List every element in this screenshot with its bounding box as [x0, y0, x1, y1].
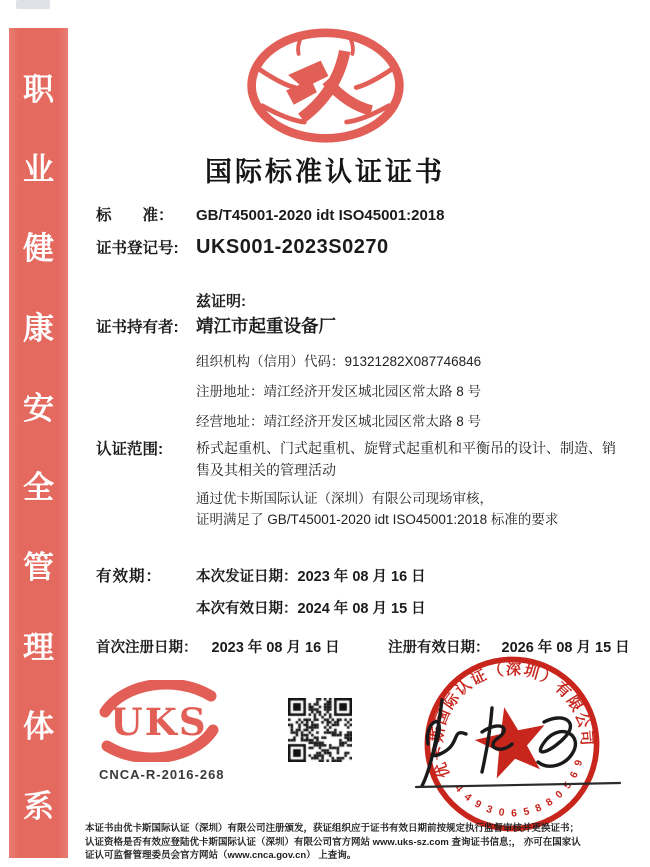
banner-char: 健: [23, 231, 54, 267]
registration-number-value: UKS001-2023S0270: [196, 236, 389, 258]
banner-char: 系: [23, 788, 54, 824]
svg-text:5: 5: [561, 780, 575, 792]
signature-handwriting: [412, 692, 627, 802]
business-address-line: 经营地址：靖江经济开发区城北园区常太路 8 号: [196, 414, 482, 429]
svg-text:4: 4: [452, 783, 465, 795]
certification-globe-icon: [242, 27, 409, 147]
vertical-title-banner: [9, 28, 68, 858]
first-registration-row: [96, 636, 340, 657]
standard-row: [96, 203, 444, 225]
svg-text:6: 6: [511, 808, 518, 820]
holder-label: 证书持有者:: [96, 319, 179, 336]
svg-text:8: 8: [544, 796, 556, 809]
certification-scope-row: [96, 437, 620, 481]
svg-text:0: 0: [497, 807, 506, 819]
qr-code: [288, 698, 352, 762]
svg-text:0: 0: [553, 789, 566, 802]
banner-char: 理: [23, 629, 54, 665]
footer-disclaimer: [85, 822, 645, 863]
audit-statement-line1: 通过优卡斯国际认证（深圳）有限公司现场审核，: [196, 491, 493, 506]
svg-text:4: 4: [461, 791, 474, 804]
banner-char: 体: [23, 709, 54, 745]
banner-char: 康: [23, 310, 54, 346]
first-registration-value: 2023 年 08 月 16 日: [211, 640, 340, 656]
svg-text:8: 8: [533, 802, 544, 815]
svg-text:6: 6: [568, 770, 581, 781]
standard-label: 标 准：: [96, 207, 174, 224]
org-code-line: 组织机构（信用）代码：91321282X087746846: [196, 354, 482, 369]
banner-char: 业: [23, 151, 54, 187]
banner-char: 管: [23, 549, 54, 585]
registration-number-label: 证书登记号:: [96, 240, 179, 257]
footer-line1: 本证书由优卡斯国际认证（深圳）有限公司注册颁发，获证组织应于证书有效日期前按规定执行监督审核并更换证书；: [85, 823, 580, 834]
scan-artifact: [16, 0, 50, 9]
svg-text:5: 5: [522, 806, 531, 819]
first-registration-label: 首次注册日期：: [96, 640, 198, 656]
audit-statement-line2: 证明满足了 GB/T45001-2020 idt ISO45001:2018 标准的要求: [196, 512, 559, 527]
scope-label: 认证范围:: [96, 441, 164, 458]
valid-until-value: 本次有效日期：2024 年 08 月 15 日: [196, 601, 426, 617]
certificate-holder-row: [96, 313, 336, 338]
footer-line2: 认证资格是否有效应登陆优卡斯国际认证（深圳）有限公司官方网站 www.uks-sz.com 查询证书信息;， 亦可在国家认: [85, 836, 581, 848]
banner-char: 职: [23, 72, 54, 107]
footer-line3: 证认可监督管理委员会官方网站（www.cnca.gov.cn） 上查询。: [85, 850, 357, 861]
registration-valid-label: 注册有效日期：: [388, 640, 490, 656]
issue-date-value: 本次发证日期：2023 年 08 月 16 日: [196, 569, 426, 585]
uks-logo-text: UKS: [110, 700, 208, 744]
certificate-title: 国际标准认证证书: [205, 157, 445, 187]
accreditation-code: CNCA-R-2016-268: [99, 767, 225, 782]
standard-value: GB/T45001-2020 idt ISO45001:2018: [196, 207, 445, 224]
registration-number-row: [96, 236, 389, 259]
svg-text:3: 3: [484, 803, 494, 817]
registration-valid-value: 2026 年 08 月 15 日: [501, 640, 630, 656]
svg-text:9: 9: [573, 758, 586, 768]
scope-value: 桥式起重机、门式起重机、旋臂式起重机和平衡吊的设计、制造、销售及其相关的管理活动: [196, 440, 616, 478]
seal-company-text: 优卡斯国际认证（深圳）有限公司: [429, 661, 595, 781]
banner-char: 安: [23, 390, 54, 426]
uks-logo: [95, 680, 223, 762]
certify-intro: 兹证明:: [196, 293, 246, 310]
banner-char: 全: [23, 470, 54, 506]
holder-value: 靖江市起重设备厂: [196, 316, 336, 336]
validity-row: [96, 564, 426, 586]
svg-text:9: 9: [472, 798, 483, 812]
registered-address-line: 注册地址：靖江经济开发区城北园区常太路 8 号: [196, 384, 482, 399]
validity-label: 有效期：: [96, 568, 163, 585]
